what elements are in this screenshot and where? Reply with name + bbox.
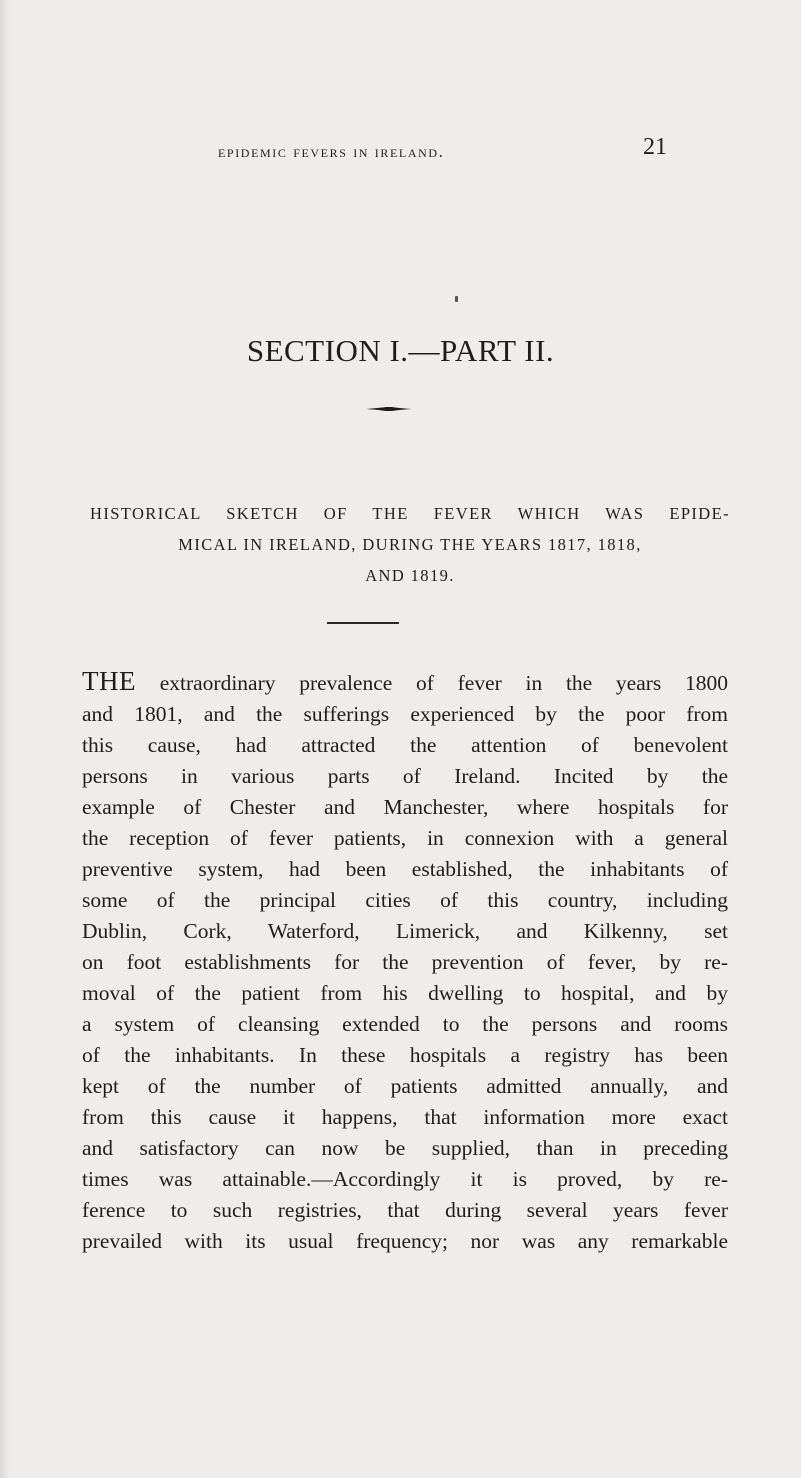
body-line: example of Chester and Manchester, where hospitals for bbox=[82, 795, 728, 819]
section-title: SECTION I.—PART II. bbox=[246, 333, 555, 368]
body-line: this cause, had attracted the attention of benevolent bbox=[82, 733, 728, 757]
body-line: times was attainable.—Accordingly it is proved, by re- bbox=[82, 1167, 728, 1191]
print-speck bbox=[455, 296, 458, 302]
ornament-dash bbox=[366, 405, 412, 413]
running-head: epidemic fevers in ireland. bbox=[218, 142, 445, 161]
body-line: on foot establishments for the prevention of fever, by re- bbox=[82, 950, 728, 974]
body-line bbox=[82, 666, 728, 699]
body-line: the reception of fever patients, in connexion with a general bbox=[82, 826, 728, 850]
divider-rule bbox=[327, 622, 399, 624]
body-line-text: extraordinary prevalence of fever in the years 1800 bbox=[135, 671, 728, 695]
body-line: kept of the number of patients admitted annually, and bbox=[82, 1074, 728, 1098]
body-line: some of the principal cities of this country, including bbox=[82, 888, 728, 912]
body-line: of the inhabitants. In these hospitals a registry has been bbox=[82, 1043, 728, 1067]
body-line: and 1801, and the sufferings experienced by the poor from bbox=[82, 702, 728, 726]
body-paragraph bbox=[82, 666, 728, 1257]
page-edge bbox=[0, 0, 10, 1478]
body-line: ference to such registries, that during several years fever bbox=[82, 1198, 728, 1222]
body-line: a system of cleansing extended to the persons and rooms bbox=[82, 1012, 728, 1036]
subtitle bbox=[90, 498, 730, 591]
subtitle-line: HISTORICAL SKETCH OF THE FEVER WHICH WAS EPIDE- bbox=[90, 504, 730, 523]
body-line: Dublin, Cork, Waterford, Limerick, and Kilkenny, set bbox=[82, 919, 728, 943]
body-line: persons in various parts of Ireland. Incited by the bbox=[82, 764, 728, 788]
subtitle-line: AND 1819. bbox=[365, 566, 455, 585]
body-line: and satisfactory can now be supplied, than in preceding bbox=[82, 1136, 728, 1160]
body-line: moval of the patient from his dwelling to hospital, and by bbox=[82, 981, 728, 1005]
body-line: prevailed with its usual frequency; nor was any remarkable bbox=[82, 1229, 728, 1253]
drop-cap: THE bbox=[82, 666, 136, 696]
page-number: 21 bbox=[643, 134, 667, 160]
body-line: preventive system, had been established, the inhabitants of bbox=[82, 857, 728, 881]
body-line: from this cause it happens, that information more exact bbox=[82, 1105, 728, 1129]
subtitle-line: MICAL IN IRELAND, DURING THE YEARS 1817, 1818, bbox=[178, 535, 642, 554]
